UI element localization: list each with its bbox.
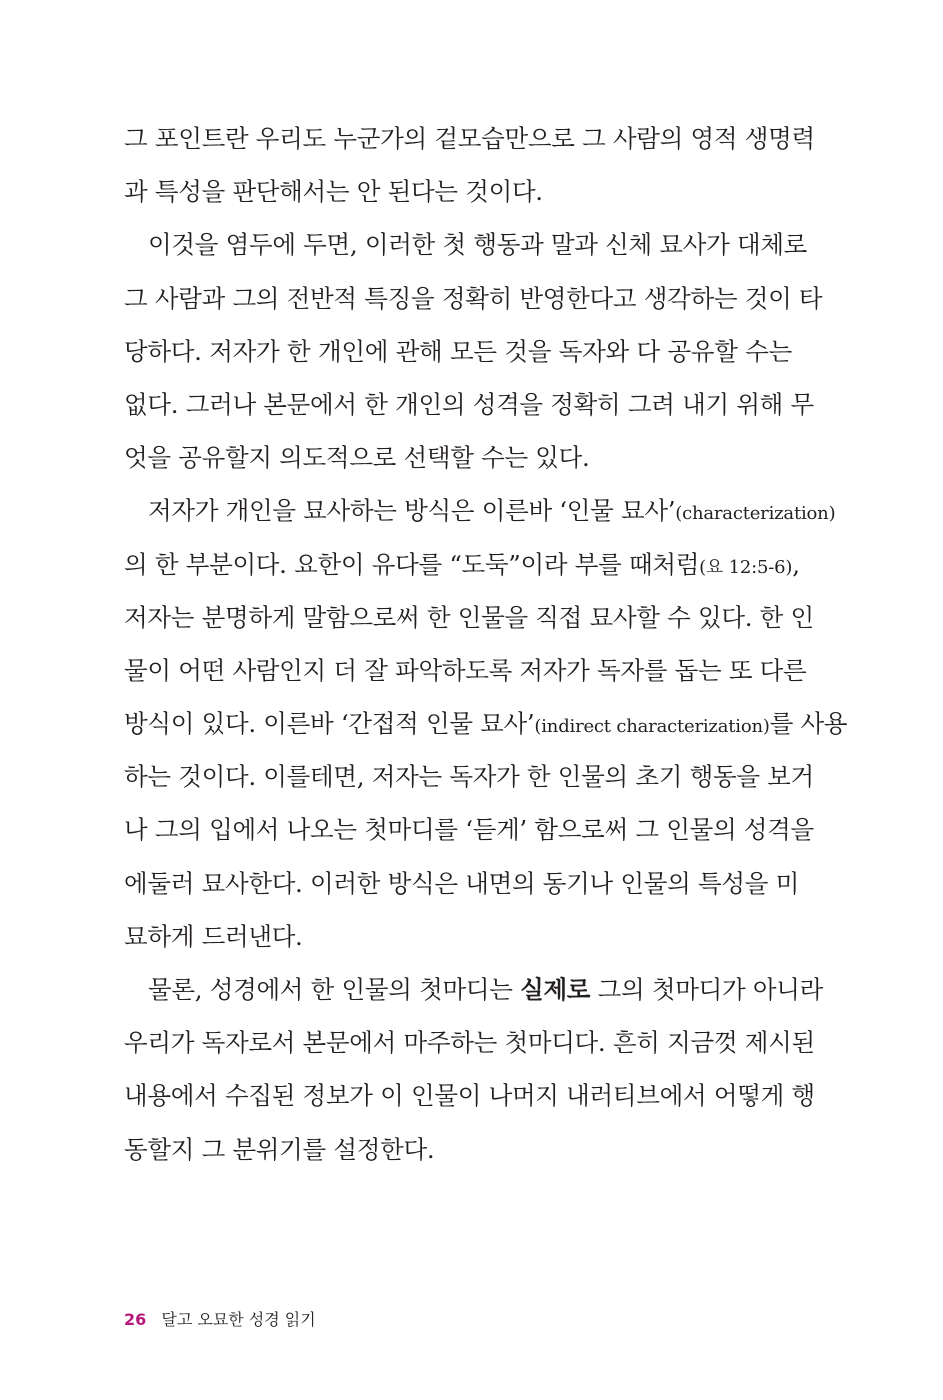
annotation-text: (characterization) [675,503,836,525]
line-text: 물론, 성경에서 한 인물의 첫마디는 [148,975,521,1004]
line-text: 묘하게 드러낸다. [124,921,303,951]
line-text: 그 사람과 그의 전반적 특징을 정확히 반영한다고 생각하는 것이 타 [124,283,823,313]
emphasis-text: 실제로 [520,975,591,1004]
line-text: 그의 첫마디가 아니라 [590,975,823,1004]
annotation-text: (요 12:5-6) [699,556,793,578]
line-text: 당하다. 저자가 한 개인에 관해 모든 것을 독자와 다 공유할 수는 [124,336,792,366]
text-line [124,857,799,910]
annotation-text: (indirect characterization) [534,716,770,738]
text-line [124,112,815,165]
line-text: 내용에서 수집된 정보가 이 인물이 나머지 내러티브에서 어떻게 행 [124,1081,815,1111]
text-line [124,325,792,378]
text-line [124,803,814,856]
line-text: 를 사용 [769,709,848,739]
text-line [124,591,814,644]
text-line [124,750,814,803]
paragraph [124,484,848,963]
text-line [124,963,823,1016]
line-text: 나 그의 입에서 나오는 첫마디를 ‘듣게’ 함으로써 그 인물의 성격을 [124,815,814,845]
line-text: , [792,549,800,579]
text-line [124,1016,815,1069]
text-line [124,910,792,963]
text-line [124,218,808,271]
line-text: 저자는 분명하게 말함으로써 한 인물을 직접 묘사할 수 있다. 한 인 [124,602,814,632]
text-line [124,538,800,591]
line-text: 없다. 그러나 본문에서 한 개인의 성격을 정확히 그려 내기 위해 무 [124,389,814,419]
line-text: 물이 어떤 사람인지 더 잘 파악하도록 저자가 독자를 돕는 또 다른 [124,655,807,685]
text-line [124,165,792,218]
line-text: 우리가 독자로서 본문에서 마주하는 첫마디다. 흔히 지금껏 제시된 [124,1028,815,1058]
line-text: 저자가 개인을 묘사하는 방식은 이른바 ‘인물 묘사’ [148,496,676,526]
paragraph [124,112,815,218]
text-line [124,272,823,325]
line-text: 하는 것이다. 이를테면, 저자는 독자가 한 인물의 초기 행동을 보거 [124,762,814,792]
text-line [124,644,807,697]
body-text [124,112,848,1176]
text-line [124,1123,792,1176]
text-line [124,697,848,750]
text-line [124,1069,815,1122]
paragraph [124,963,823,1176]
text-line [124,484,836,537]
page-footer [124,1308,316,1332]
line-text: 이것을 염두에 두면, 이러한 첫 행동과 말과 신체 묘사가 대체로 [148,230,808,260]
line-text: 그 포인트란 우리도 누군가의 겉모습만으로 그 사람의 영적 생명력 [124,124,815,153]
paragraph [124,218,823,484]
line-text: 방식이 있다. 이른바 ‘간접적 인물 묘사’ [124,709,535,739]
line-text: 에둘러 묘사한다. 이러한 방식은 내면의 동기나 인물의 특성을 미 [124,868,799,898]
line-text: 동할지 그 분위기를 설정한다. [124,1134,435,1164]
line-text: 엇을 공유할지 의도적으로 선택할 수는 있다. [124,443,590,473]
page-number: 26 [124,1310,147,1329]
text-line [124,378,814,431]
book-title: 달고 오묘한 성경 읽기 [161,1310,316,1329]
line-text: 과 특성을 판단해서는 안 된다는 것이다. [124,177,543,207]
line-text: 의 한 부분이다. 요한이 유다를 “도둑”이라 부를 때처럼 [124,549,700,579]
text-line [124,431,792,484]
